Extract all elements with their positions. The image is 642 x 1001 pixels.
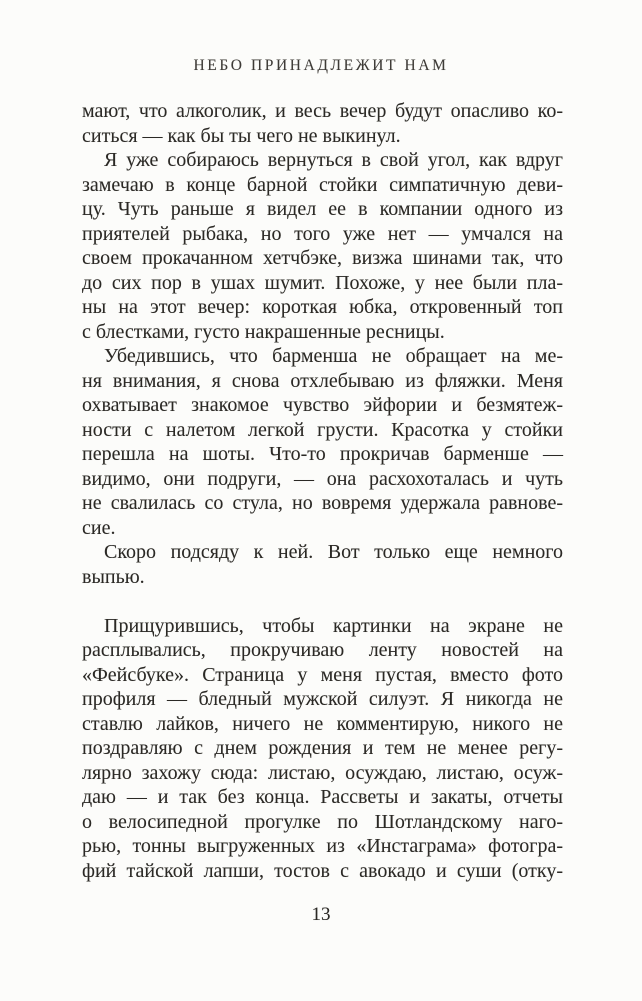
text-line: Скоро подсяду к ней. Вот только еще немного [104,541,563,563]
text-line: «Фейсбуке». Страница у меня пустая, вместо фото [82,663,563,686]
paragraph [82,614,563,884]
text-line: сие. [82,516,116,539]
text-line: лярно захожу сюда: листаю, осуждаю, листаю, осуж- [82,761,563,784]
text-line: цу. Чуть раньше я видел ее в компании одного из [82,198,563,220]
text-line: мают, что алкоголик, и весь вечер будут опасливо ко- [82,100,563,122]
text-line: перешла на шоты. Что-то прокричав барменше — [82,443,563,465]
text-line: ситься — как бы ты чего не выкинул. [82,124,401,147]
page-number: 13 [311,904,331,925]
text-line: поздравляю с днем рождения и тем не менее регу- [82,737,563,759]
text-line: рью, тонны выгруженных из «Инстаграма» фотогра- [82,835,563,857]
text-line: не свалилась со стула, но вовремя удержала равнове- [82,492,563,514]
text-line: о велосипедной прогулке по Шотландскому наго- [82,810,563,833]
text-line: выпью. [82,565,145,588]
text-line: расплывались, прокручиваю ленту новостей на [82,639,563,661]
running-header: НЕБО ПРИНАДЛЕЖИТ НАМ [193,57,449,74]
paragraph [82,344,563,540]
text-line: до сих пор в ушах шумит. Похоже, у нее были пла- [82,271,563,294]
text-line: Я уже собираюсь вернуться в свой угол, как вдруг [104,149,563,171]
paragraph [82,540,563,589]
text-line: фий тайской лапши, тостов с авокадо и суши (отку- [82,859,563,882]
text-line: ставлю лайков, ничего не комментирую, никого не [82,712,563,735]
text-line: с блестками, густо накрашенные ресницы. [82,320,445,343]
paragraph [82,148,563,344]
text-line: охватывает знакомое чувство эйфории и безмятеж- [82,394,563,416]
text-line: своем прокачанном хетчбэке, визжа шинами так, что [82,247,563,269]
text-line: ня внимания, я снова отхлебываю из фляжки. Меня [82,369,563,392]
text-line: приятелей рыбака, но того уже нет — умчался на [82,222,563,245]
text-line: ности с налетом легкой грусти. Красотка у стойки [82,418,563,441]
text-line: замечаю в конце барной стойки симпатичную деви- [82,173,563,196]
text-block [82,99,563,883]
text-line: Прищурившись, чтобы картинки на экране не [104,614,563,637]
text-line: Убедившись, что барменша не обращает на ме- [104,345,563,367]
text-line: видимо, они подруги, — она расхохоталась и чуть [82,467,563,490]
paragraph [82,99,563,148]
text-line: профиля — бледный мужской силуэт. Я никогда не [82,688,563,710]
text-line: ны на этот вечер: короткая юбка, откровенный топ [82,296,563,318]
text-line: даю — и так без конца. Рассветы и закаты, отчеты [82,786,563,808]
